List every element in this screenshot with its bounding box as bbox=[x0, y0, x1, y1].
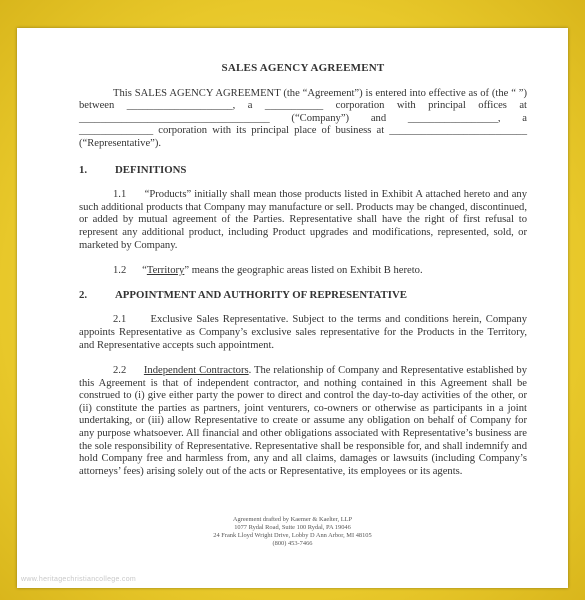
clause-2-2 bbox=[79, 365, 527, 478]
clause-1-1 bbox=[79, 189, 527, 252]
clause-text: means the geographic areas listed on Exhibit B hereto. bbox=[189, 265, 423, 277]
document-title: SALES AGENCY AGREEMENT bbox=[221, 62, 385, 74]
section-number: 2. bbox=[79, 288, 88, 301]
intro-paragraph: This SALES AGENCY AGREEMENT (the “Agreement”) is entered into effective as of (the “ ”) between ____________________, a ___________ corporation with principal offices at ____________________________________ (“Company”) and _________________, a ______________ corporation with its principal place of business at __________________________ (“Representative”). bbox=[79, 87, 527, 149]
footer-line: (800) 453-7466 bbox=[272, 540, 313, 547]
clause-term: Independent Contractors bbox=[143, 365, 249, 377]
section-number: 1. bbox=[79, 163, 88, 176]
section-heading-definitions bbox=[79, 164, 527, 177]
watermark-text: www.heritagechristiancollege.com bbox=[21, 576, 137, 583]
clause-lead: “Products” bbox=[144, 189, 192, 201]
clause-number: 1.1 bbox=[113, 189, 127, 201]
section-heading-appointment bbox=[79, 289, 527, 302]
document-footer bbox=[17, 516, 568, 548]
clause-term-period: . bbox=[248, 365, 252, 377]
clause-lead: Exclusive Sales Representative. bbox=[150, 314, 289, 326]
clause-number: 1.2 bbox=[113, 265, 127, 277]
clause-number: 2.2 bbox=[113, 365, 127, 377]
footer-line: Agreement drafted by Kaemer & Kaelter, LLP bbox=[232, 516, 353, 523]
clause-term: Territory bbox=[146, 265, 185, 277]
document-page bbox=[17, 28, 568, 588]
clause-quote-close: ” bbox=[184, 265, 190, 277]
clause-text: The relationship of Company and Representative established by this Agreement is that of independent contractor, and nothing contained in this Agreement shall be construed to (i) give either party the power to direct and control the day-to-day activities of the other, or (ii) constitute the parties as partners, joint venturers, co-owners or otherwise as participants in a joint undertaking, or (iii) allow Representative to create or assume any obligation on behalf of Company for any purpose whatsoever. All financial and other obligations associated with Representative’s business are the sole responsibility of Representative. Representative shall be responsible for, and shall indemnify and hold Company free and harmless from, any and all claims, damages or lawsuits (including Company’s attorneys’ fees) arising solely out of the acts or Representative, its employees or its agents. bbox=[79, 365, 528, 477]
section-title: DEFINITIONS bbox=[115, 163, 187, 176]
clause-quote-open: “ bbox=[142, 265, 147, 277]
clause-text: Subject to the terms and conditions herein, Company appoints Representative as Company’s exclusive sales representative for the Products in the Territory, and Representative accepts such appointment. bbox=[79, 314, 527, 351]
clause-2-1 bbox=[79, 314, 527, 352]
section-title: APPOINTMENT AND AUTHORITY OF REPRESENTATIVE bbox=[115, 288, 407, 301]
footer-line: 1077 Rydal Road, Suite 100 Rydal, PA 19046 bbox=[234, 524, 351, 531]
clause-1-2 bbox=[79, 265, 527, 278]
document-body bbox=[79, 62, 527, 478]
clause-number: 2.1 bbox=[113, 314, 127, 326]
footer-line: 24 Frank Lloyd Wright Drive, Lobby D Ann Arbor, MI 48105 bbox=[213, 532, 372, 539]
clause-text: initially shall mean those products listed in Exhibit A attached hereto and any such additional products that Company may manufacture or sell. Products may be changed, discontinued, or added by mutual agreement of the Parties. Representative shall have the right of first refusal to represent any additional product, including Product upgrades and modifications, represented, sold, or marketed by Company. bbox=[79, 189, 528, 251]
